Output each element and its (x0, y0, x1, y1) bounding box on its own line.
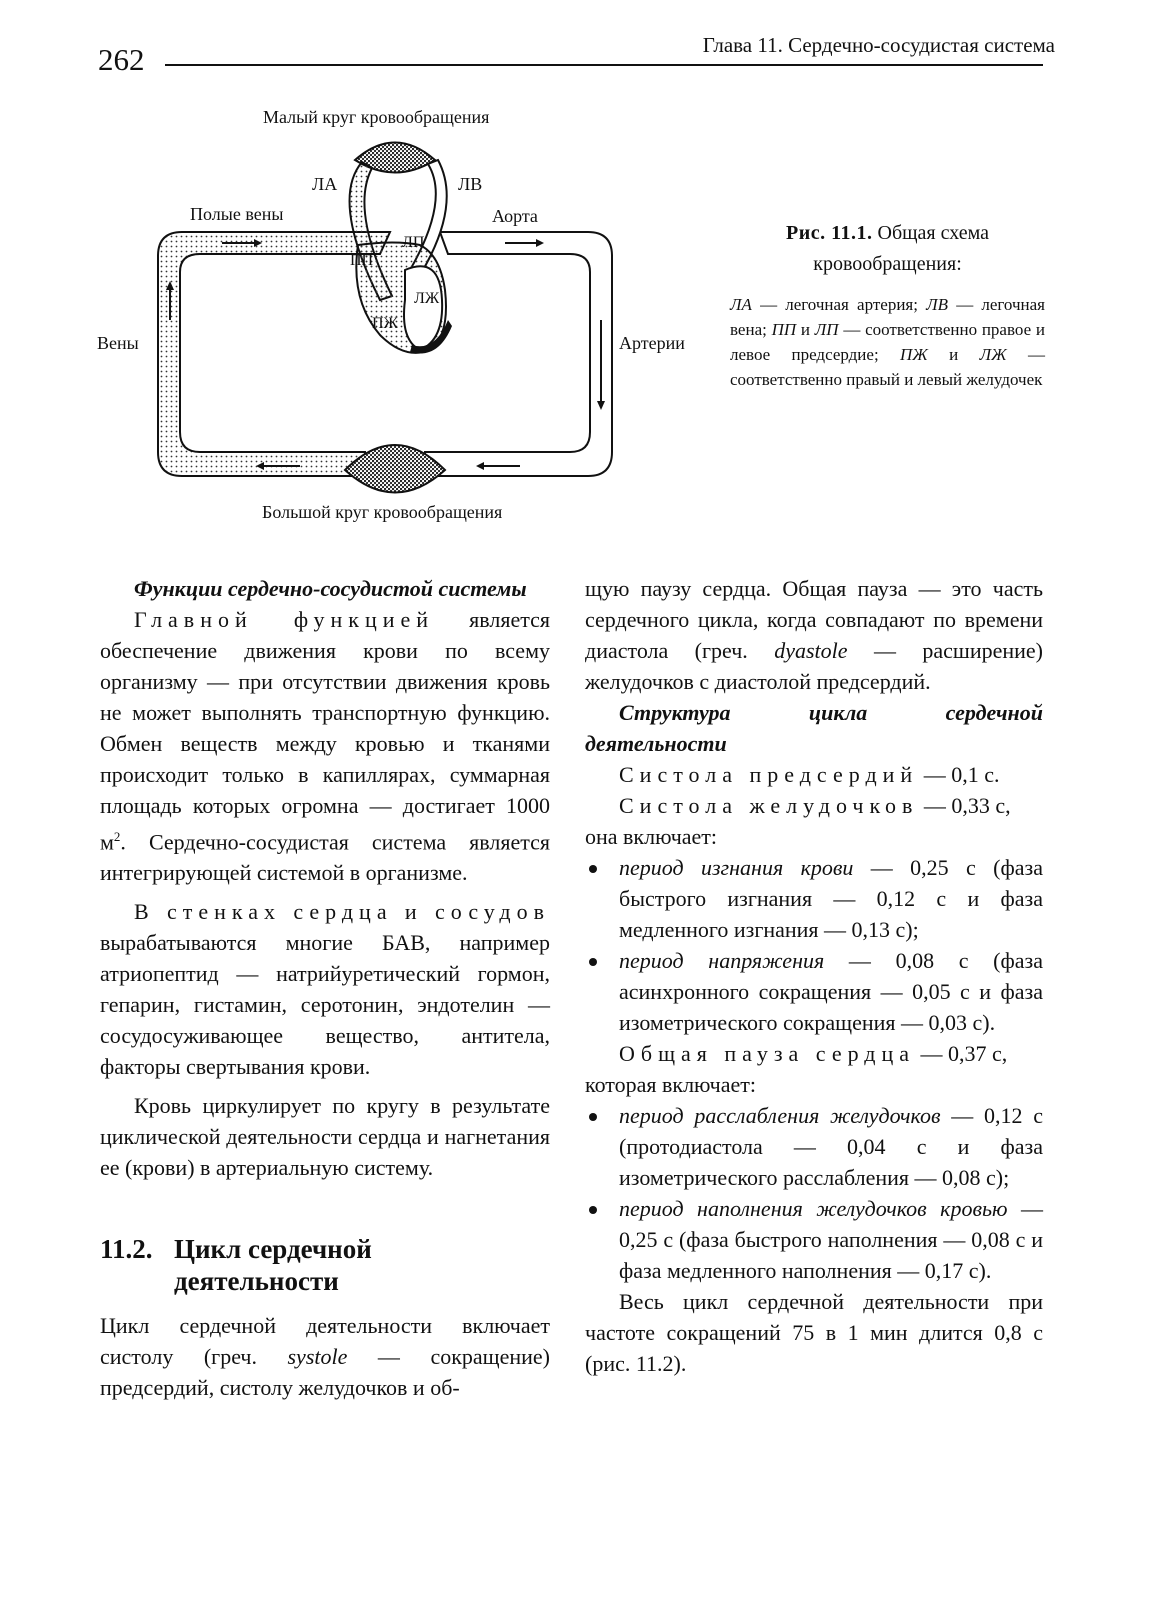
caption-abbr: ЛЖ (979, 345, 1007, 364)
paragraph-text: Цикл сердечной деятельности включает систолу (греч. (100, 1313, 550, 1370)
paragraph-text: вырабатываются многие БАВ, например атриопептид — натрийуретический гормон, гепарин, гистамин, серотонин, эндотелин — сосудосуживающее вещество, антитела, факторы свертывания крови. (100, 930, 550, 1080)
bullet-icon (589, 865, 597, 873)
list-text: — 0,12 с (протодиастола — 0,04 с и фаза изометрического расслабления — 0,08 с); (619, 1103, 1043, 1190)
paragraph: Весь цикл сердечной деятельности при частоте сокращений 75 в 1 мин длится 0,8 с (рис. 11.2). (585, 1289, 1043, 1376)
paragraph-text: — 0,1 с. (918, 762, 1000, 787)
label-left-ventricle: ЛЖ (414, 290, 440, 307)
caption-abbr: ЛА (730, 295, 752, 314)
paragraph-text: — расширение) желудочков с диастолой предсердий. (585, 638, 1043, 694)
caption-abbr: ЛВ (926, 295, 949, 314)
list-text: — 0,25 с (фаза быстрого изгнания — 0,12 с и фаза медленного изгнания — 0,13 с); (619, 855, 1043, 942)
paragraph-text: — сокращение) предсердий, систолу желудочков и об- (100, 1344, 550, 1401)
caption-abbr: ЛП (814, 320, 839, 339)
list-item (585, 1100, 1043, 1193)
caption-fragment: и (927, 345, 980, 364)
figure-caption (730, 218, 1045, 392)
list-item (585, 1193, 1043, 1286)
list-item (585, 852, 1043, 945)
caption-title-text: Общая схема кровообращения: (813, 222, 989, 275)
list-item (585, 945, 1043, 1038)
spaced-emphasis: Главной функцией (134, 607, 435, 632)
list-term: период расслабления желудочков (619, 1103, 941, 1128)
caption-fragment: и (796, 320, 815, 339)
term-latin: systole (287, 1344, 348, 1370)
paragraph (585, 1038, 1043, 1069)
paragraph-text: является обеспечение движения крови по всему организму — при отсутствии движения кровь не может выполнять транспортную функцию. Обмен веществ между кровью и тканями происходит только в капиллярах, суммарная площадь которых огромна — достигает 1000 м (100, 607, 550, 855)
bullet-icon (589, 1113, 597, 1121)
label-hollow-veins: Полые вены (190, 204, 284, 224)
paragraph: которая включает: (585, 1072, 756, 1097)
paragraph (585, 573, 1043, 697)
spaced-emphasis: Общая пауза сердца (619, 1041, 916, 1066)
right-column (585, 573, 1043, 1379)
list-text: — 0,08 с (фаза асинхронного сокращения — 0,05 с и фаза изометрического сокращения — 0,03 с). (619, 948, 1043, 1035)
subheading-functions: Функции сердечно-сосудистой системы (134, 576, 527, 601)
section-heading (100, 1233, 550, 1297)
list-text: — 0,25 с (фаза быстрого наполнения — 0,08 с и фаза медленного наполнения — 0,17 с). (619, 1196, 1043, 1283)
arterial-vessel (425, 232, 612, 476)
subheading-structure: Структура цикла сердечной деятельности (585, 700, 1043, 756)
label-left-atrium: ЛП (402, 234, 425, 251)
spaced-emphasis: Систола предсердий (619, 762, 919, 787)
label-right-atrium: ПП (350, 252, 374, 269)
paragraph (100, 1310, 550, 1403)
bullet-icon (589, 958, 597, 966)
label-small-circle: Малый круг кровообращения (263, 107, 490, 127)
caption-text (730, 292, 1045, 392)
caption-abbr: ПЖ (899, 345, 928, 364)
caption-fragment: — легочная вена; (730, 295, 1045, 339)
paragraph-text: . Сердечно-сосудистая система является интегрирующей системой в организме. (100, 829, 550, 886)
paragraph-text: — 0,33 с, (918, 793, 1011, 818)
paragraph (100, 604, 550, 888)
spaced-emphasis: В стенках сердца и сосудов (134, 899, 550, 925)
caption-fragment: — соответственно правое и левое предсердие; (730, 320, 1045, 364)
superscript: 2 (113, 829, 121, 844)
paragraph (100, 896, 550, 1082)
paragraph: она включает: (585, 824, 718, 849)
caption-abbr: ПП (771, 320, 797, 339)
label-right-ventricle: ПЖ (372, 315, 398, 332)
list-term: период изгнания крови (619, 855, 854, 880)
label-arteries: Артерии (619, 333, 685, 353)
running-title: Глава 11. Сердечно-сосудистая система (702, 33, 1055, 57)
section-title: Цикл сердечной (174, 1234, 372, 1265)
paragraph (585, 790, 1043, 821)
spaced-emphasis: Систола желудочков (619, 793, 919, 818)
page-number: 262 (98, 42, 145, 77)
bullet-icon (589, 1206, 597, 1214)
paragraph (585, 759, 1043, 790)
list-term: период наполнения желудочков кровью (619, 1196, 1008, 1221)
caption-number: Рис. 11.1. (786, 222, 873, 244)
label-veins: Вены (97, 333, 139, 353)
term-latin: dyastole (774, 638, 848, 663)
caption-fragment: — легочная артерия; (751, 295, 927, 314)
paragraph-text: щую паузу сердца. Общая пауза — это часть сердечного цикла, когда совпадают по времени диастола (греч. (585, 576, 1043, 663)
bullet-list (585, 1100, 1043, 1286)
label-lv: ЛВ (458, 174, 483, 194)
paragraph-text: — 0,37 с, (915, 1041, 1008, 1066)
list-term: период напряжения (619, 948, 825, 973)
left-column (100, 573, 550, 1403)
label-la: ЛА (312, 174, 338, 194)
label-big-circle: Большой круг кровообращения (262, 502, 503, 522)
section-title: деятельности (174, 1266, 339, 1297)
bullet-list (585, 852, 1043, 1038)
caption-title (730, 218, 1045, 280)
paragraph: Кровь циркулирует по кругу в результате циклической деятельности сердца и нагнетания ее (крови) в артериальную систему. (100, 1093, 550, 1181)
caption-fragment: — соответственно правый и левый желудочек (730, 345, 1045, 389)
section-number: 11.2. (100, 1234, 153, 1265)
label-aorta: Аорта (492, 206, 538, 226)
